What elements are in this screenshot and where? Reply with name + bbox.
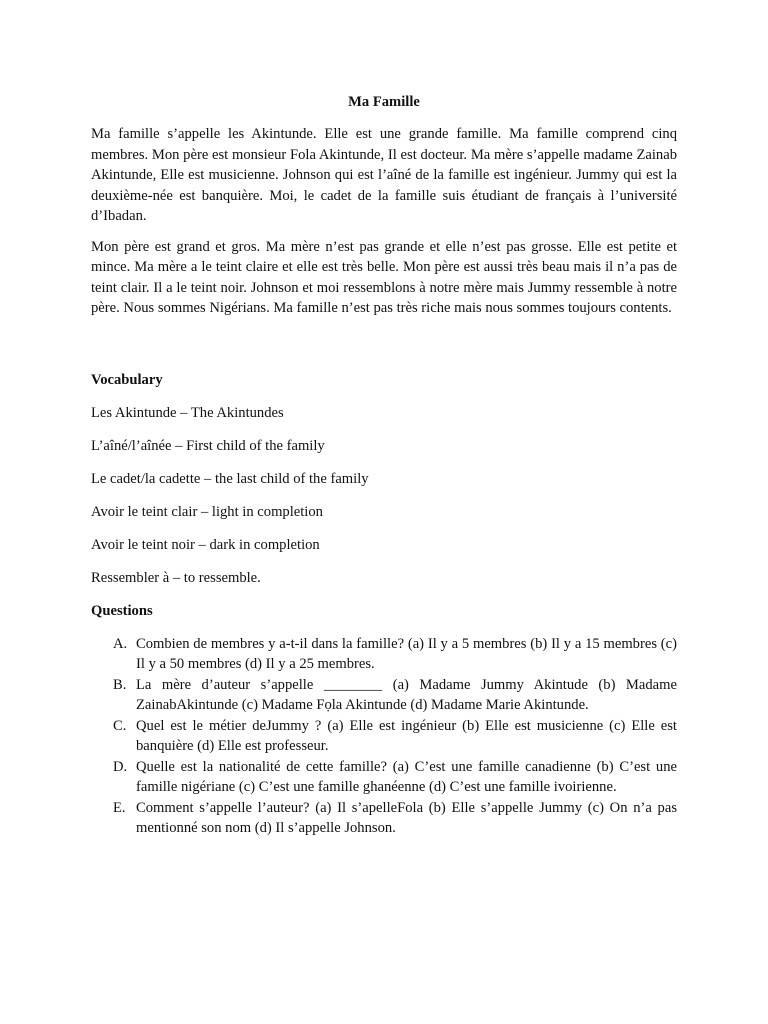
question-item bbox=[91, 798, 677, 839]
question-letter: B. bbox=[113, 676, 127, 693]
paragraph-family-intro: Ma famille s’appelle les Akintunde. Elle est une grande famille. Ma famille comprend cinq membres. Mon père est monsieur Fola Akintunde, Il est docteur. Ma mère s’appelle madame Zainab Akintunde, Elle est musicienne. Johnson qui est l’aîné de la famille est ingénieur. Jummy qui est la deuxième-née est banquière. Moi, le cadet de la famille suis étudiant de français à l’université d’Ibadan. bbox=[91, 126, 677, 224]
paragraph-family-description: Mon père est grand et gros. Ma mère n’est pas grande et elle n’est pas grosse. Elle est petite et mince. Ma mère a le teint claire et elle est très belle. Mon père est aussi très beau mais il n’a pas de teint clair. Il a le teint noir. Johnson et moi ressemblons à notre mère mais Jummy ressemble à notre père. Nous sommes Nigérians. Ma famille n’est pas très riche mais nous sommes toujours contents. bbox=[91, 238, 677, 316]
section-spacer bbox=[91, 329, 677, 370]
question-text: Comment s’appelle l’auteur? (a) Il s’apelleFola (b) Elle s’appelle Jummy (c) On n’a pas mentionné son nom (d) Il s’appelle Johnson. bbox=[136, 799, 677, 836]
vocab-item: Avoir le teint clair – light in completion bbox=[91, 503, 323, 520]
vocab-item: Le cadet/la cadette – the last child of the family bbox=[91, 470, 369, 487]
question-letter: D. bbox=[113, 758, 128, 775]
vocab-item: L’aîné/l’aînée – First child of the family bbox=[91, 437, 325, 454]
question-letter: A. bbox=[113, 635, 128, 652]
vocabulary-heading: Vocabulary bbox=[91, 371, 163, 388]
question-letter: E. bbox=[113, 799, 126, 816]
vocab-item: Les Akintunde – The Akintundes bbox=[91, 404, 284, 421]
vocab-item: Ressembler à – to ressemble. bbox=[91, 569, 261, 586]
question-letter: C. bbox=[113, 717, 127, 734]
question-text: Combien de membres y a-t-il dans la famille? (a) Il y a 5 membres (b) Il y a 15 membres (c) Il y a 50 membres (d) Il y a 25 membres. bbox=[136, 635, 677, 672]
vocab-item: Avoir le teint noir – dark in completion bbox=[91, 536, 320, 553]
question-text: Quelle est la nationalité de cette famille? (a) C’est une famille canadienne (b) C’est une famille nigériane (c) C’est une famille ghanéenne (d) C’est une famille ivoirienne. bbox=[136, 758, 677, 795]
document-page bbox=[91, 92, 677, 839]
question-item bbox=[91, 634, 677, 675]
question-item bbox=[91, 716, 677, 757]
question-text: La mère d’auteur s’appelle ________ (a) Madame Jummy Akintude (b) Madame ZainabAkintunde (c) Madame Fọla Akintunde (d) Madame Marie Akintunde. bbox=[136, 676, 677, 713]
question-item bbox=[91, 675, 677, 716]
questions-heading: Questions bbox=[91, 602, 153, 619]
question-text: Quel est le métier deJummy ? (a) Elle est ingénieur (b) Elle est musicienne (c) Elle est banquière (d) Elle est professeur. bbox=[136, 717, 677, 754]
document-title: Ma Famille bbox=[348, 94, 420, 110]
questions-list bbox=[91, 634, 677, 839]
question-item bbox=[91, 757, 677, 798]
